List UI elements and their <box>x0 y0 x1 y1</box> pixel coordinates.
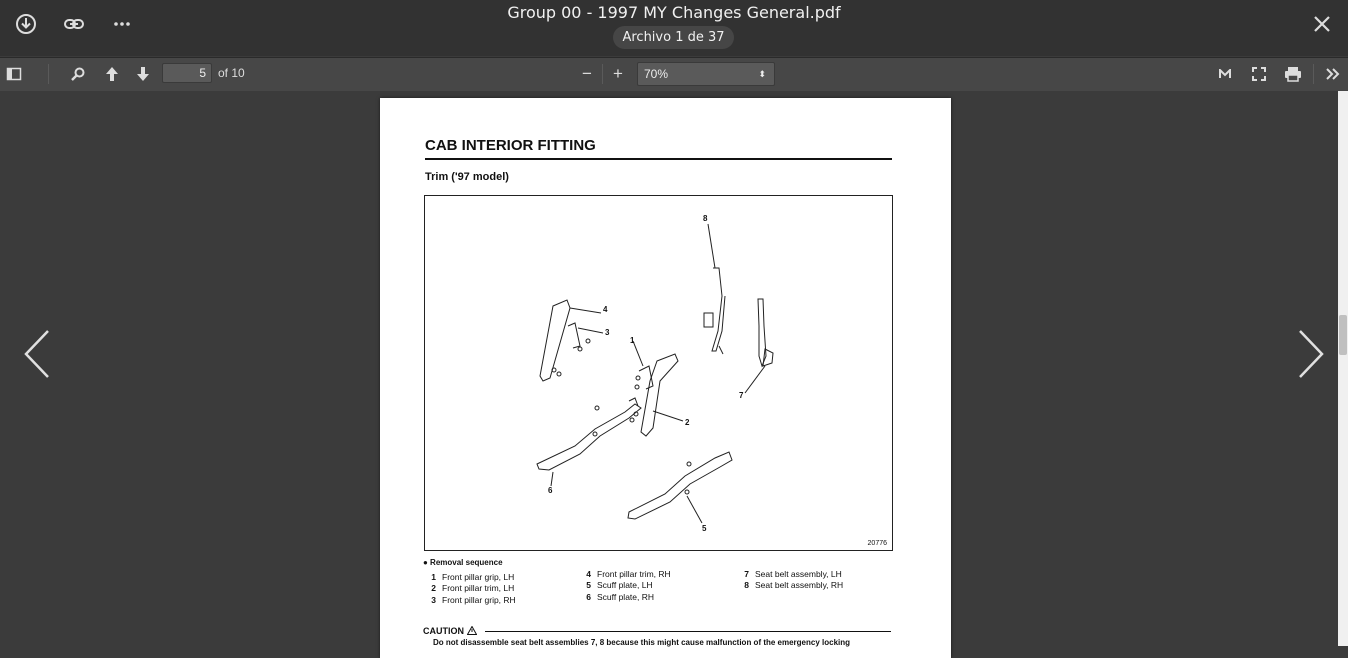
file-counter-badge: Archivo 1 de 37 <box>613 26 734 49</box>
page-subheading: Trim ('97 model) <box>425 171 509 183</box>
scrollbar-thumb[interactable] <box>1339 315 1347 355</box>
zoom-out-button[interactable]: − <box>582 64 592 83</box>
list-item: 4 Front pillar trim, RH <box>586 569 671 579</box>
zoom-in-button[interactable]: + <box>613 64 623 83</box>
file-viewer-header <box>0 0 1348 56</box>
zoom-value: 70% <box>644 67 669 81</box>
pdf-toolbar <box>0 57 1348 92</box>
toolbar-divider <box>1313 64 1314 84</box>
callout-3: 3 <box>605 328 610 337</box>
toolbar-divider <box>602 64 603 84</box>
callout-6: 6 <box>548 486 553 495</box>
tools-icon[interactable] <box>1324 63 1342 85</box>
list-item: 6 Scuff plate, RH <box>586 592 655 602</box>
previous-file-arrow-icon[interactable] <box>22 328 52 380</box>
pdf-page <box>380 98 951 658</box>
callout-5: 5 <box>702 524 707 533</box>
zoom-select[interactable] <box>637 62 775 86</box>
presentation-mode-icon[interactable] <box>1216 63 1234 85</box>
trim-diagram <box>424 195 893 551</box>
caution-heading: CAUTION <box>423 626 477 636</box>
sidebar-toggle-icon[interactable] <box>5 63 23 85</box>
caution-rule <box>485 631 891 632</box>
warning-icon <box>467 626 477 635</box>
fullscreen-icon[interactable] <box>1250 63 1268 85</box>
list-item: 2 Front pillar trim, LH <box>431 583 515 593</box>
list-item: 3 Front pillar grip, RH <box>431 595 516 605</box>
list-item: 1 Front pillar grip, LH <box>431 572 515 582</box>
next-file-arrow-icon[interactable] <box>1296 328 1326 380</box>
page-count-label: of 10 <box>218 66 245 80</box>
close-icon[interactable] <box>1309 11 1335 37</box>
callout-8: 8 <box>703 214 708 223</box>
figure-number: 20776 <box>867 540 887 547</box>
removal-sequence-title: ● Removal sequence <box>423 558 503 567</box>
callout-1: 1 <box>630 336 635 345</box>
list-item: 8 Seat belt assembly, RH <box>744 580 844 590</box>
trim-illustration <box>425 196 892 550</box>
previous-page-icon[interactable] <box>103 63 121 85</box>
chevron-updown-icon: ⬍ <box>758 69 766 79</box>
page-number-input[interactable] <box>162 63 212 83</box>
callout-2: 2 <box>685 418 690 427</box>
list-item: 5 Scuff plate, LH <box>586 580 653 590</box>
caution-text: Do not disassemble seat belt assemblies 7, 8 because this might cause malfunction of the emergency locking <box>433 638 851 647</box>
list-item: 7 Seat belt assembly, LH <box>744 569 842 579</box>
next-page-icon[interactable] <box>134 63 152 85</box>
vertical-scrollbar[interactable] <box>1338 91 1348 646</box>
page-heading: CAB INTERIOR FITTING <box>425 137 596 154</box>
document-title: Group 00 - 1997 MY Changes General.pdf <box>507 3 841 22</box>
toolbar-divider <box>48 64 49 84</box>
print-icon[interactable] <box>1283 63 1303 85</box>
heading-rule <box>425 158 892 160</box>
search-icon[interactable] <box>69 63 87 85</box>
callout-4: 4 <box>603 305 608 314</box>
callout-7: 7 <box>739 391 744 400</box>
